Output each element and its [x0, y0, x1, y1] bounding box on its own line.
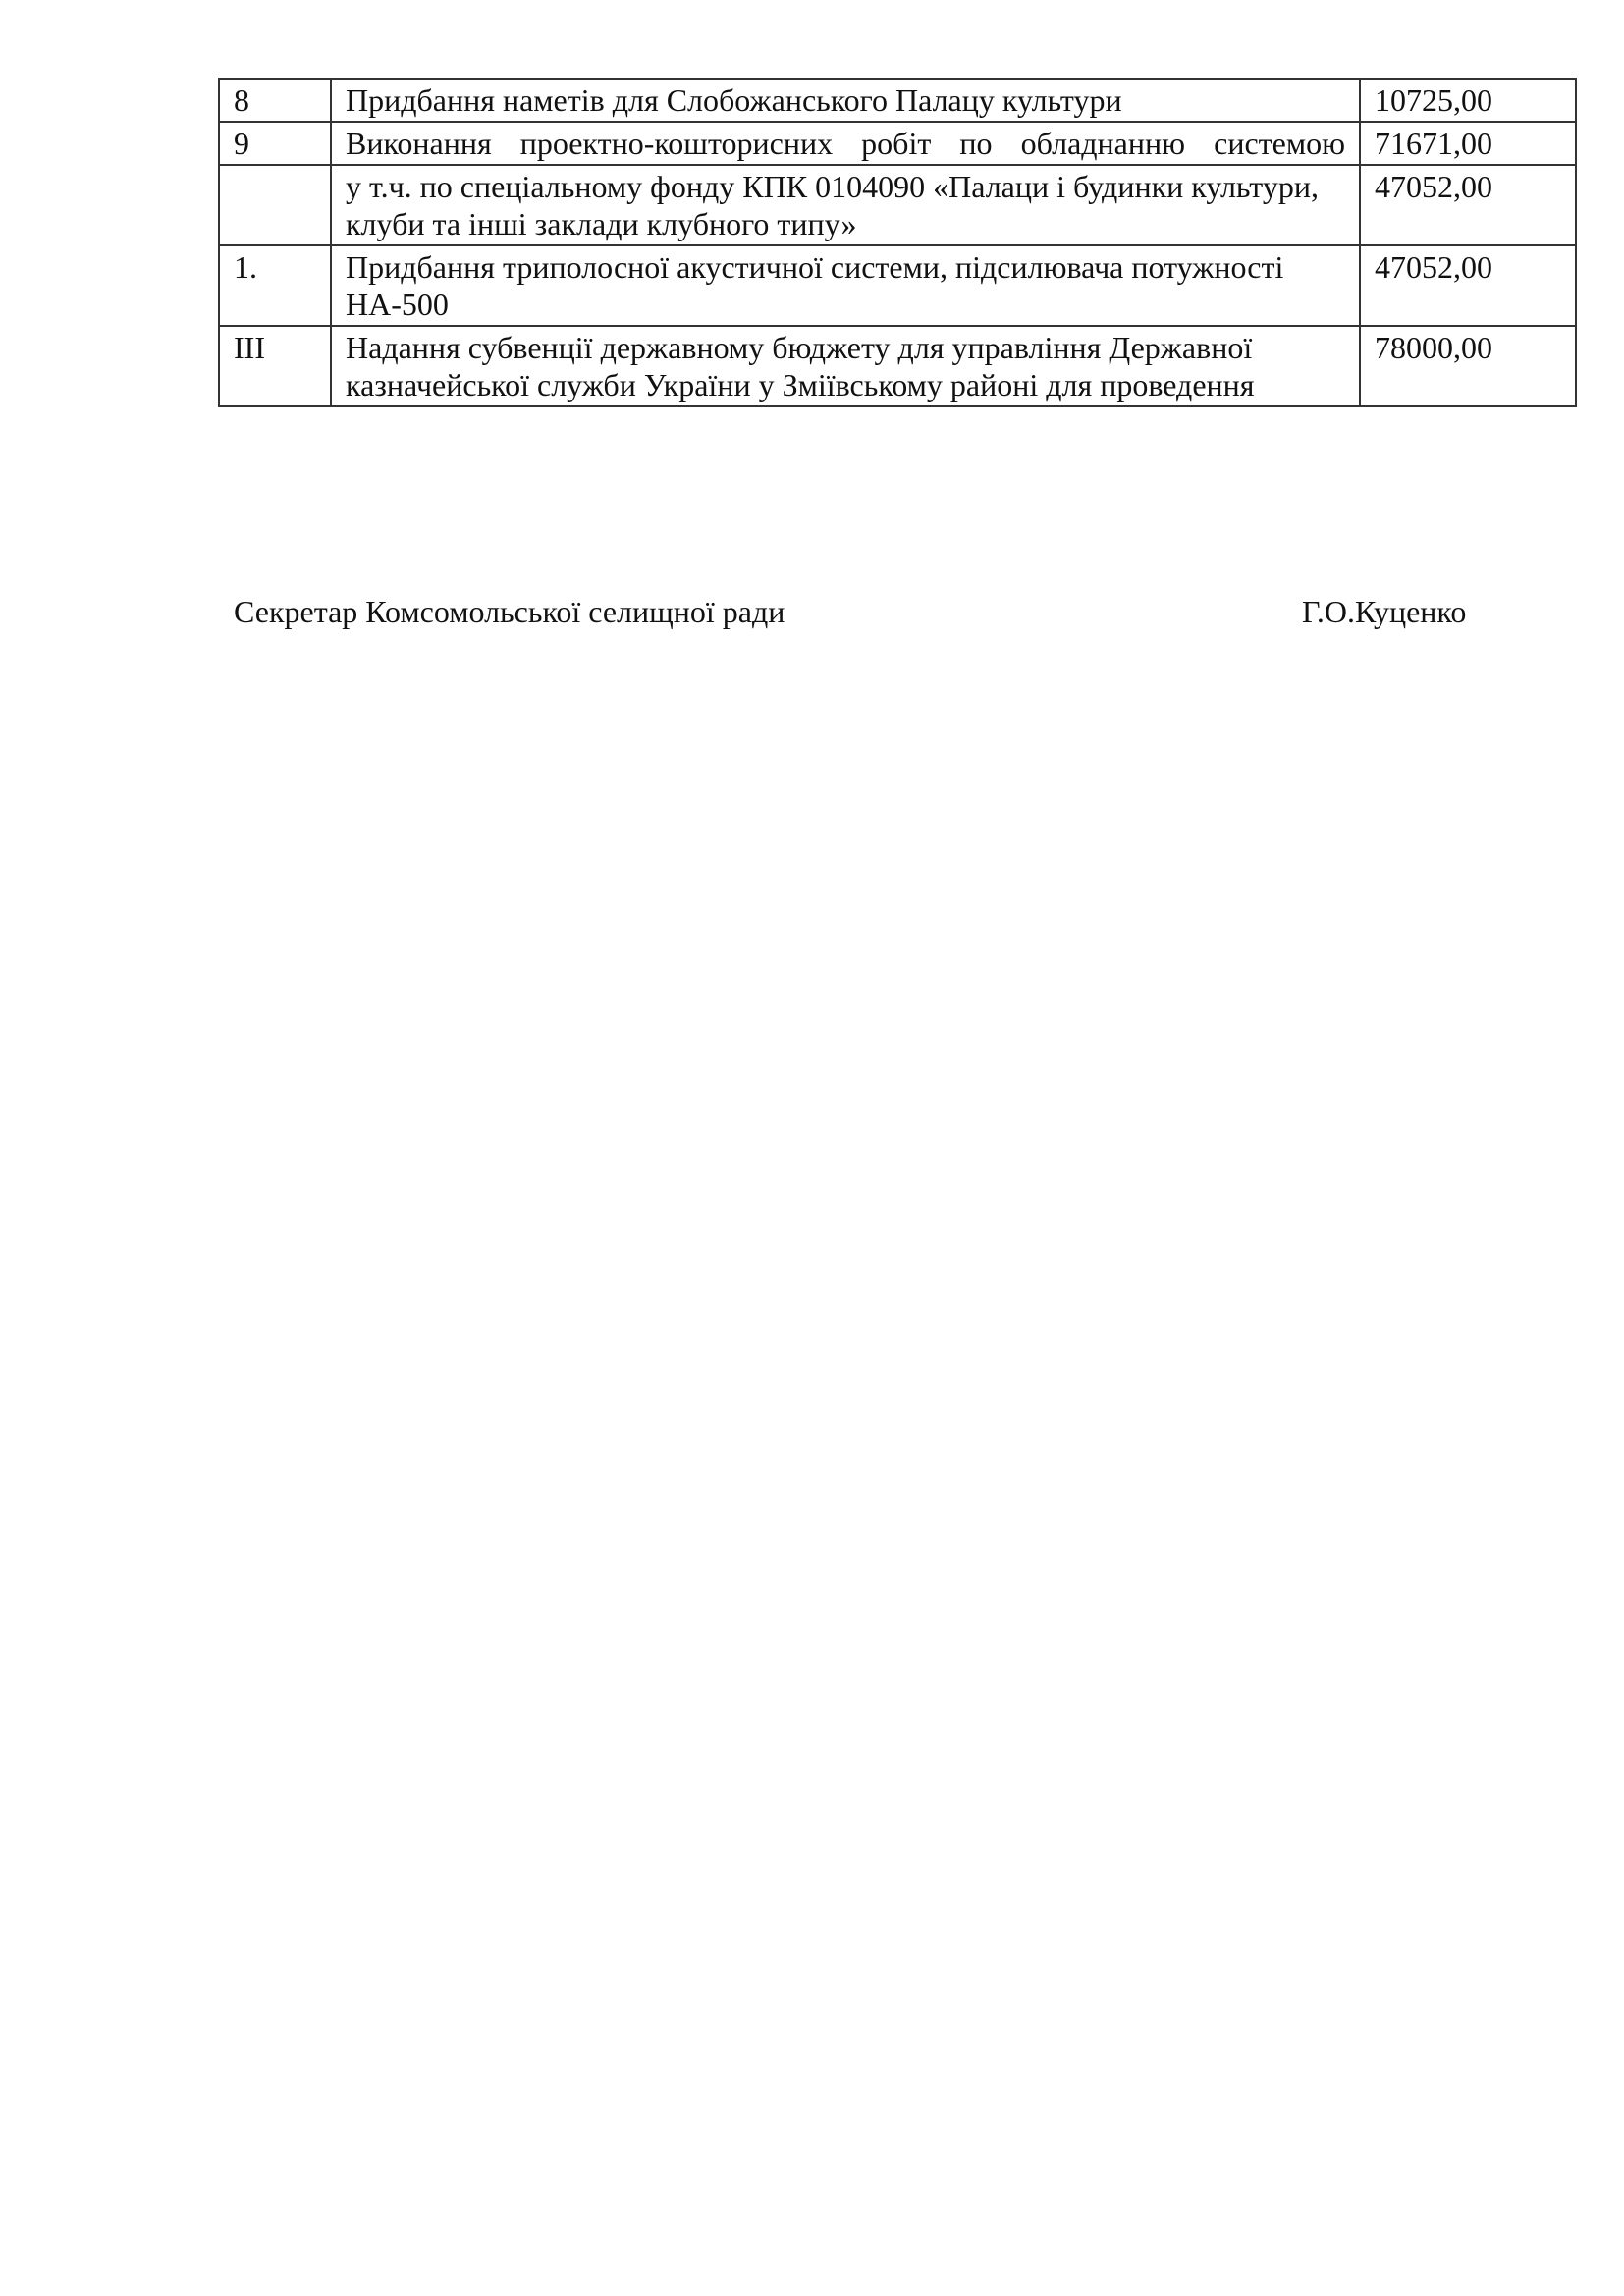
row-description-text: Придбання наметів для Слобожанського Палацу культури	[346, 82, 1122, 118]
row-description-text: Придбання триполосної акустичної системи, підсилювача потужності НА-500	[346, 249, 1284, 322]
row-description-text: Виконання проектно-кошторисних робіт по обладнанню системою	[346, 126, 1345, 161]
row-number: ІІІ	[219, 326, 331, 406]
row-description	[331, 122, 1360, 165]
row-description-text: у т.ч. по спеціальному фонду КПК 0104090 «Палаци і будинки культури, клуби та інші заклади клубного типу»	[346, 169, 1319, 241]
row-amount: 78000,00	[1360, 326, 1576, 406]
row-amount: 47052,00	[1360, 165, 1576, 245]
table-row	[219, 245, 1576, 326]
expenditure-table	[218, 78, 1577, 407]
signatory-position: Секретар Комсомольської селищної ради	[234, 594, 785, 629]
row-amount: 10725,00	[1360, 79, 1576, 122]
row-description	[331, 79, 1360, 122]
row-amount: 47052,00	[1360, 245, 1576, 326]
row-amount: 71671,00	[1360, 122, 1576, 165]
table-row	[219, 122, 1576, 165]
row-number	[219, 165, 331, 245]
signatory-name: Г.О.Куценко	[1302, 594, 1467, 629]
row-number: 1.	[219, 245, 331, 326]
row-description	[331, 326, 1360, 406]
table-row	[219, 326, 1576, 406]
row-description-text: Надання субвенції державному бюджету для управління Державної казначейської служби України у Зміївському районі для проведення	[346, 330, 1255, 402]
row-description	[331, 165, 1360, 245]
table-row	[219, 79, 1576, 122]
row-number: 9	[219, 122, 331, 165]
row-number: 8	[219, 79, 331, 122]
row-description	[331, 245, 1360, 326]
table-row	[219, 165, 1576, 245]
